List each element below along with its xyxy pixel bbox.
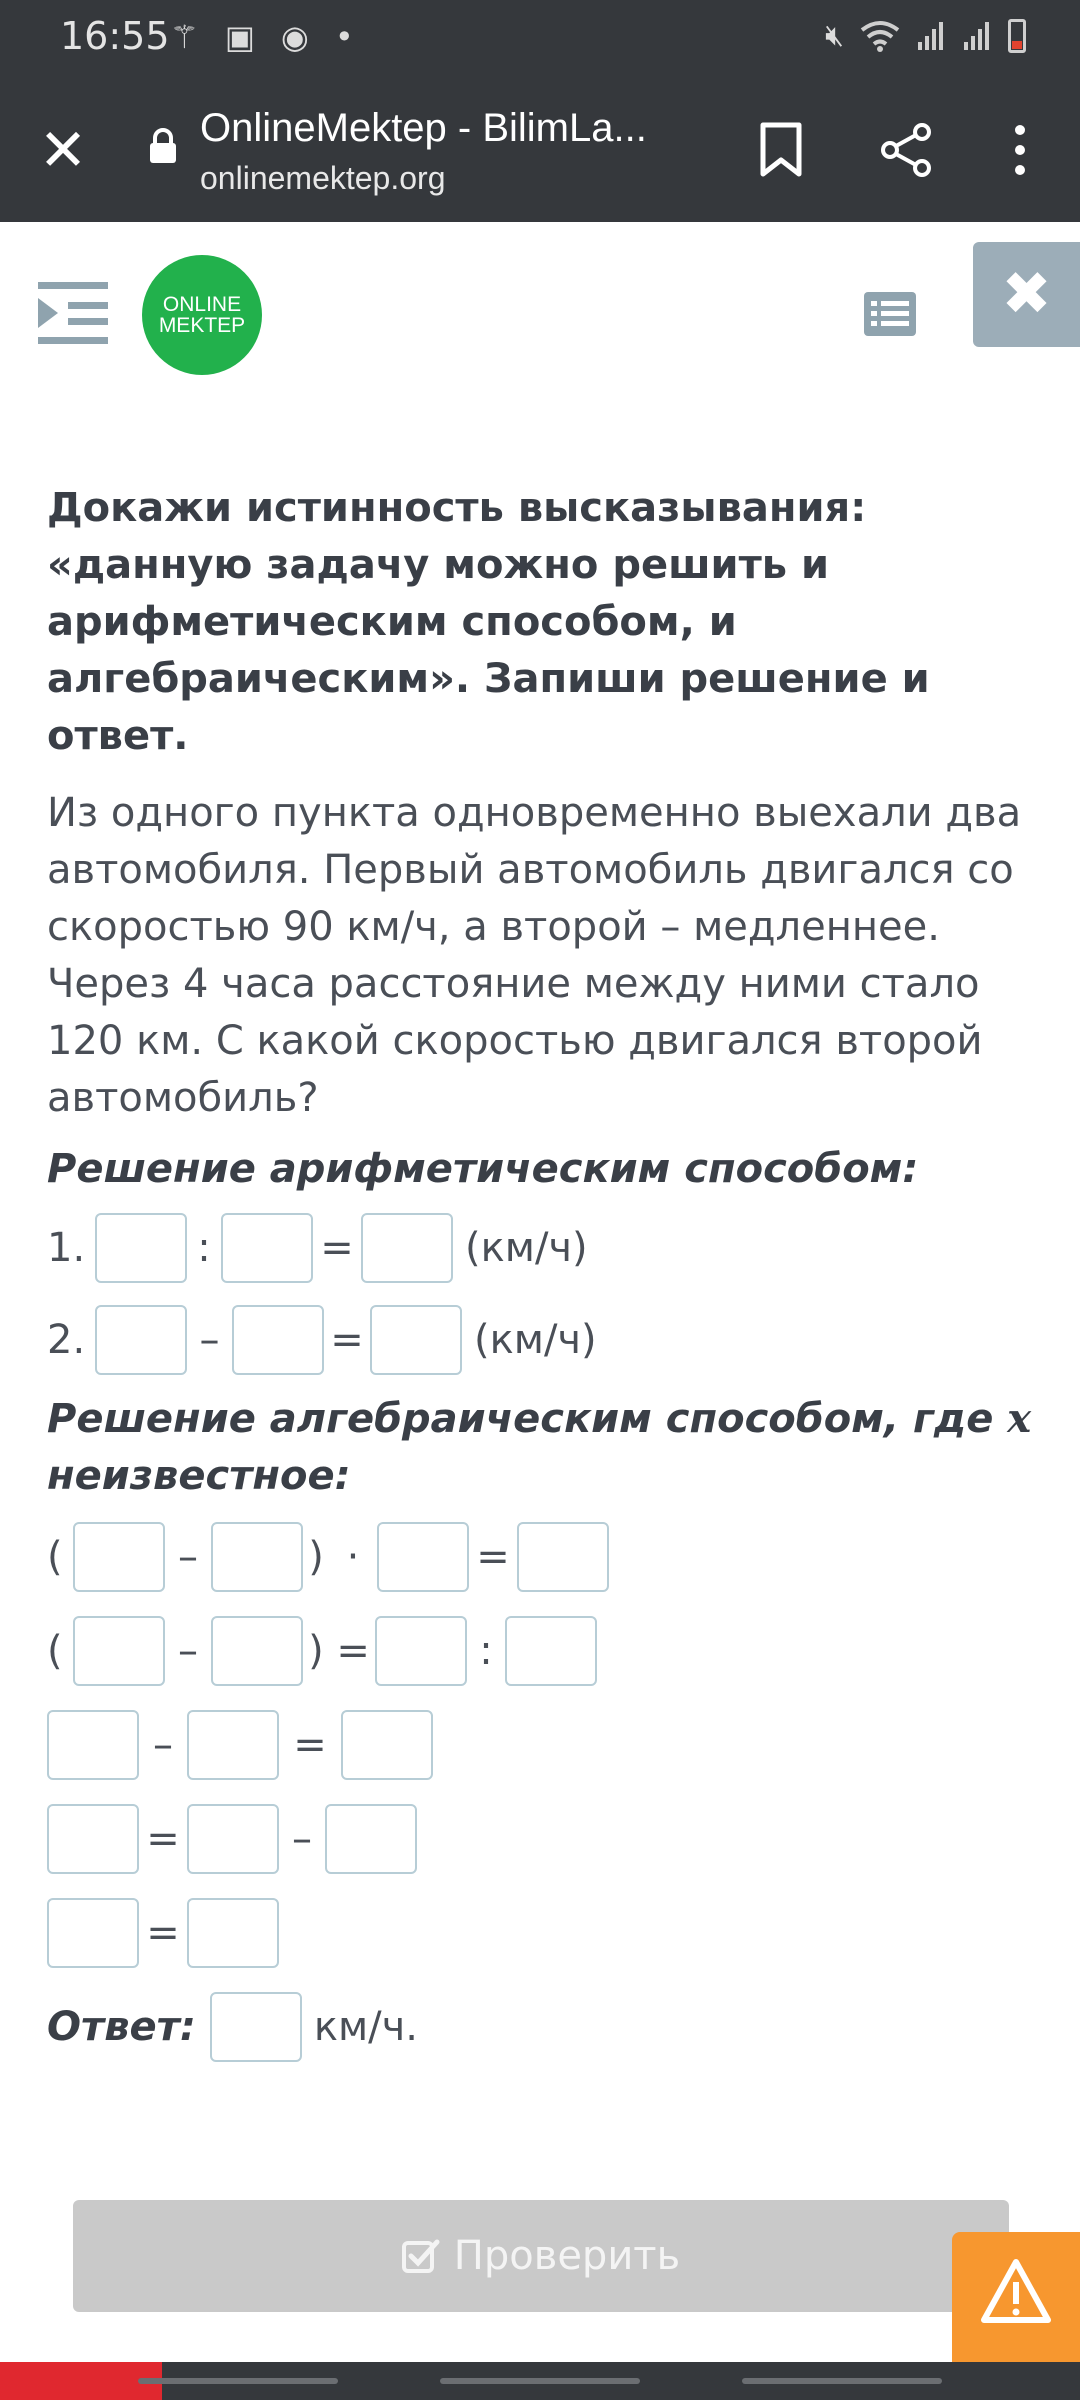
equals-sign: = bbox=[293, 1722, 327, 1768]
nav-handle[interactable] bbox=[138, 2378, 338, 2384]
variable-x: x bbox=[1007, 1395, 1032, 1442]
equals-sign: = bbox=[146, 1910, 180, 1956]
browser-bar bbox=[0, 78, 1080, 222]
signal-icon bbox=[916, 20, 946, 52]
answer-input[interactable] bbox=[375, 1616, 467, 1686]
minus-sign: – bbox=[292, 1816, 312, 1862]
warning-icon bbox=[952, 2232, 1080, 2362]
answer-input[interactable] bbox=[211, 1522, 303, 1592]
wifi-icon bbox=[860, 20, 900, 52]
list-icon[interactable] bbox=[864, 292, 916, 336]
close-paren-equals: ) = bbox=[308, 1628, 370, 1674]
logo-line2: MEKTEP bbox=[158, 314, 246, 337]
answer-input[interactable] bbox=[187, 1898, 279, 1968]
dot-icon: • bbox=[334, 18, 354, 56]
arithmetic-heading: Решение арифметическим способом: bbox=[47, 1146, 919, 1192]
answer-label: Ответ: bbox=[47, 2003, 196, 2050]
answer-input[interactable] bbox=[47, 1898, 139, 1968]
algebra-row-5 bbox=[47, 1895, 1037, 1971]
answer-unit: км/ч. bbox=[313, 2004, 418, 2050]
report-problem-button[interactable] bbox=[952, 2232, 1080, 2362]
page-domain[interactable]: onlinemektep.org bbox=[200, 160, 446, 196]
answer-input[interactable] bbox=[47, 1804, 139, 1874]
more-options-icon[interactable] bbox=[1000, 122, 1040, 178]
row-number: 2. bbox=[47, 1317, 86, 1363]
page-title[interactable]: OnlineMektep - BilimLa... bbox=[200, 106, 647, 150]
task-title: Докажи истинность высказывания: «данную задачу можно решить и арифметическим способом, и алгебраическим». Запиши решение и ответ. bbox=[47, 485, 930, 759]
answer-row bbox=[47, 1989, 1037, 2065]
answer-input[interactable] bbox=[95, 1305, 187, 1375]
image-icon: ▣ bbox=[224, 18, 255, 56]
row-number: 1. bbox=[47, 1225, 86, 1271]
logo-line1: ONLINE bbox=[162, 293, 242, 316]
check-square-icon bbox=[402, 2237, 440, 2275]
algebra-heading bbox=[47, 1390, 1037, 1505]
status-system-icons bbox=[825, 18, 1026, 53]
answer-input[interactable] bbox=[361, 1213, 453, 1283]
minus-sign: – bbox=[178, 1534, 198, 1580]
check-button[interactable] bbox=[73, 2200, 1009, 2312]
arithmetic-row-1 bbox=[47, 1210, 1037, 1286]
task-text: Из одного пункта одновременно выехали два автомобиля. Первый автомобиль двигался со скоростью 90 км/ч, а второй – медленнее. Через 4 часа расстояние между ними стало 120 км. С какой скоростью двигался второй автомобиль? bbox=[47, 790, 1022, 1121]
bookmark-icon[interactable] bbox=[758, 122, 804, 178]
answer-input[interactable] bbox=[211, 1616, 303, 1686]
status-notification-icons bbox=[170, 18, 354, 56]
signal-icon-2 bbox=[962, 20, 992, 52]
page-toolbar bbox=[0, 222, 1080, 402]
minus-sign: – bbox=[199, 1317, 220, 1363]
divide-sign: : bbox=[197, 1225, 211, 1271]
arithmetic-row-2 bbox=[47, 1302, 1037, 1378]
multiply-sign: · bbox=[346, 1534, 360, 1580]
answer-input[interactable] bbox=[221, 1213, 313, 1283]
equals-sign: = bbox=[476, 1534, 510, 1580]
status-bar bbox=[0, 0, 1080, 78]
answer-input[interactable] bbox=[210, 1992, 302, 2062]
chrome-icon: ◉ bbox=[280, 18, 309, 56]
divide-sign: : bbox=[479, 1628, 493, 1674]
open-paren: ( bbox=[47, 1628, 63, 1674]
equals-sign: = bbox=[330, 1317, 364, 1363]
equals-sign: = bbox=[146, 1816, 180, 1862]
lock-icon bbox=[148, 128, 178, 164]
algebra-heading-prefix: Решение алгебраическим способом, где bbox=[47, 1396, 1008, 1442]
close-panel-button[interactable] bbox=[973, 242, 1080, 347]
algebra-row-3 bbox=[47, 1707, 1037, 1783]
answer-input[interactable] bbox=[187, 1804, 279, 1874]
equals-sign: = bbox=[320, 1225, 354, 1271]
answer-input[interactable] bbox=[232, 1305, 324, 1375]
battery-icon bbox=[1008, 19, 1026, 53]
minus-sign: – bbox=[178, 1628, 198, 1674]
check-button-label: Проверить bbox=[453, 2233, 681, 2279]
status-time: 16:55 bbox=[60, 14, 170, 58]
minus-sign: – bbox=[153, 1722, 173, 1768]
nav-handle[interactable] bbox=[440, 2378, 640, 2384]
close-x-icon: ✖ bbox=[1001, 259, 1052, 329]
nav-handle[interactable] bbox=[742, 2378, 942, 2384]
unit-label: (км/ч) bbox=[465, 1225, 588, 1271]
answer-input[interactable] bbox=[505, 1616, 597, 1686]
mute-icon: 🔇︎ bbox=[825, 18, 844, 53]
answer-input[interactable] bbox=[325, 1804, 417, 1874]
algebra-row-4 bbox=[47, 1801, 1037, 1877]
answer-input[interactable] bbox=[95, 1213, 187, 1283]
menu-indent-icon[interactable] bbox=[38, 280, 108, 346]
magic-wand-icon: ⚚ bbox=[170, 18, 199, 56]
answer-input[interactable] bbox=[47, 1710, 139, 1780]
open-paren: ( bbox=[47, 1534, 63, 1580]
answer-input[interactable] bbox=[377, 1522, 469, 1592]
algebra-heading-suffix: неизвестное: bbox=[47, 1453, 351, 1499]
share-icon[interactable] bbox=[878, 122, 934, 178]
answer-input[interactable] bbox=[73, 1616, 165, 1686]
algebra-row-2 bbox=[47, 1613, 1037, 1689]
unit-label: (км/ч) bbox=[474, 1317, 597, 1363]
answer-input[interactable] bbox=[73, 1522, 165, 1592]
answer-input[interactable] bbox=[517, 1522, 609, 1592]
answer-input[interactable] bbox=[341, 1710, 433, 1780]
answer-input[interactable] bbox=[187, 1710, 279, 1780]
close-paren: ) bbox=[308, 1534, 324, 1580]
task-content bbox=[47, 480, 1037, 2065]
answer-input[interactable] bbox=[370, 1305, 462, 1375]
algebra-row-1 bbox=[47, 1519, 1037, 1595]
onlinemektep-logo[interactable] bbox=[142, 255, 262, 375]
close-icon[interactable]: ✕ bbox=[38, 116, 88, 184]
